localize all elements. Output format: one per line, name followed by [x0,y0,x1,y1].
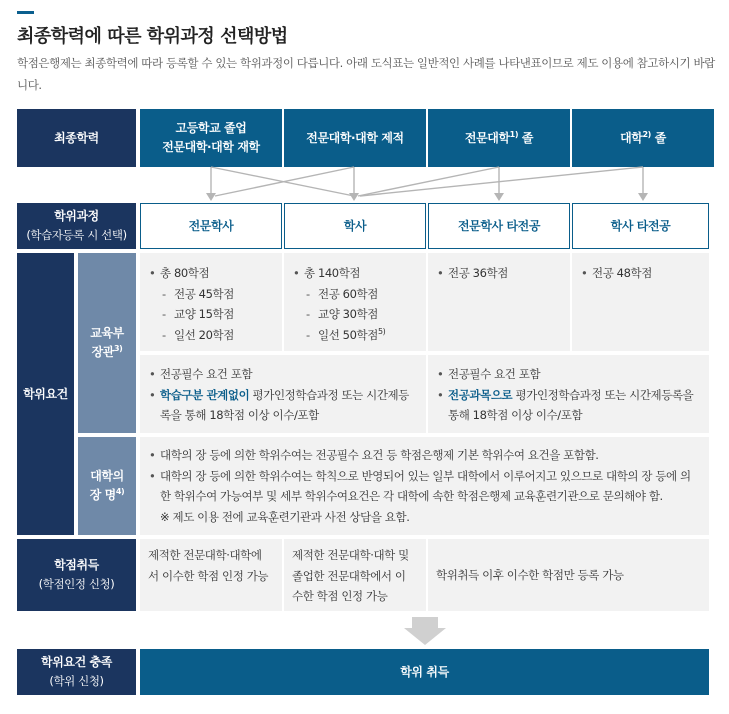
credits-bachelor-other: • 전공 48학점 [572,253,709,351]
credits-associate-other: • 전공 36학점 [428,253,570,351]
label-requirement-met [17,649,136,695]
label-degree-program-sub: (학습자등록 시 선택) [26,228,127,242]
program-bachelor-other-major: 학사 타전공 [572,203,709,249]
label-degree-program-text: 학위과정 [54,209,99,223]
credit-other: 학위취득 이후 이수한 학점만 등록 가능 [428,539,709,611]
label-university-head [78,437,136,535]
edu-junior-college-text: 전문대학$^{1)}$ 졸 [464,129,534,145]
program-associate-other-major: 전문학사 타전공 [428,203,570,249]
label-final-education-text: 최종학력 [54,130,99,145]
label-requirement-met-sub: (학위 신청) [49,674,104,688]
credit-bachelor: 제적한 전문대학·대학 및 졸업한 전문대학에서 이수한 학점 인정 가능 [284,539,426,611]
credit-associate: 제적한 전문대학·대학에서 이수한 학점 인정 가능 [140,539,282,611]
label-minister [78,253,136,433]
credits-associate: • 총 80학점 - 전공 45학점 - 교양 15학점 - 일선 20학점 [140,253,282,351]
label-degree-program [17,203,136,249]
university-conditions: • 대학의 장 등에 의한 학위수여는 전공필수 요건 등 학점은행제 기본 학위수여 요건을 포함함. • 대학의 장 등에 의한 학위수여는 학칙으로 반영되어 있는 일부 대학에서 이루어지고 있으므로 대학의 장 등에 의한 학위수여 가능여부 및 세부 학위수여요건은 각 대학에 속한 학점은행제 교육훈련기관으로 문의해야 함. ※ 제도 이용 전에 교육훈련기관과 사전 상담을 요함. [140,437,709,535]
label-credit-acquisition-text: 학점취득 [54,558,99,572]
label-credit-acquisition [17,539,136,611]
edu-university-text: 대학$^{2)}$ 졸 [620,129,666,145]
edu-highschool-line2: 전문대학·대학 재학 [162,140,260,154]
page-title: 최종학력에 따른 학위과정 선택방법 [17,26,288,47]
label-university-head-text: 대학의 장 명$^{4)}$ [89,469,125,502]
label-degree-requirements-text: 학위요건 [23,386,68,401]
program-associate: 전문학사 [140,203,282,249]
intro-text: 학점은행제는 최종학력에 따라 등록할 수 있는 학위과정이 다릅니다. 아래 도식표는 일반적인 사례를 나타낸표이므로 제도 이용에 참고하시기 바랍니다. [17,56,715,92]
conditions-left: • 전공필수 요건 포함 • 학습구분 관계없이 평가인정학습과정 또는 시간제등록을 통해 18학점 이상 이수/포함 [140,355,426,433]
label-credit-acquisition-sub: (학점인정 신청) [38,577,115,591]
edu-college-dropout-text: 전문대학·대학 제적 [306,130,404,145]
program-bachelor: 학사 [284,203,426,249]
down-arrow-icon [404,617,446,645]
credits-bachelor: • 총 140학점 - 전공 60학점 - 교양 30학점 - 일선 50학점$^{5)}$ [284,253,426,351]
final-result-text: 학위 취득 [400,664,449,679]
edu-highschool-line1: 고등학교 졸업 [175,121,247,135]
label-requirement-met-text: 학위요건 충족 [41,655,112,669]
final-result [140,649,709,695]
label-minister-text: 교육부 장관$^{3)}$ [90,326,124,359]
label-degree-requirements [17,253,74,535]
conditions-right: • 전공필수 요건 포함 • 전공과목으로 평가인정학습과정 또는 시간제등록을 통해 18학점 이상 이수/포함 [428,355,709,433]
